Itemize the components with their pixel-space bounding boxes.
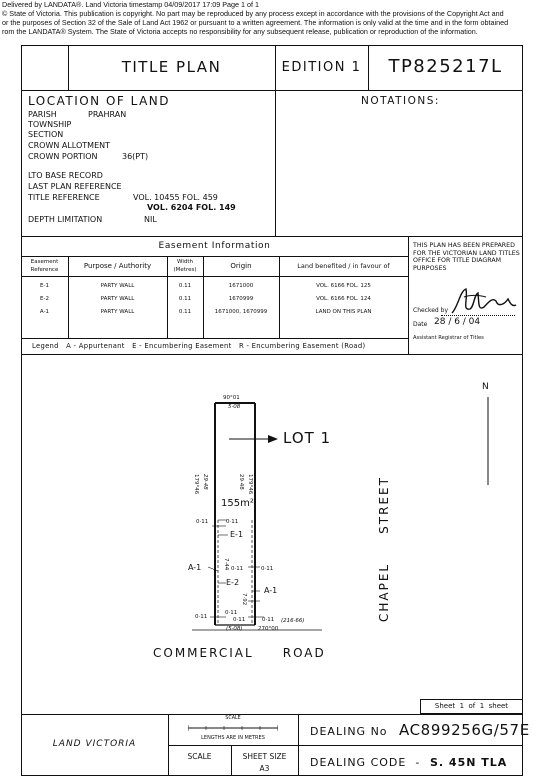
top-distance: 5·08	[228, 404, 241, 410]
lot-label: LOT 1	[283, 429, 332, 447]
right-length: 29·48	[238, 474, 244, 490]
notations-heading: NOTATIONS:	[361, 95, 440, 107]
row-3-benefit: LAND ON THIS PLAN	[315, 309, 372, 315]
certification-text: THIS PLAN HAS BEEN PREPARED FOR THE VICTORIAN LAND TITLES OFFICE FOR TITLE DIAGRAM PURPOSES	[413, 242, 520, 272]
right-bearing: 179°46	[247, 474, 253, 495]
crown-portion-label: CROWN PORTION	[28, 152, 98, 161]
width-011-c: 0·11	[231, 566, 244, 572]
title-reference-1: VOL. 10455 FOL. 459	[133, 193, 218, 202]
land-victoria: LAND VICTORIA	[52, 739, 137, 749]
copyright-line-2: or the purposes of Section 32 of the Sale of Land Act 1962 or pursuant to a written agreement. The information is only valid at the time and in the form obtained	[2, 18, 509, 27]
left-bearing: 179°46	[193, 474, 199, 495]
left-length: 29·48	[202, 474, 208, 490]
plan-title: TITLE PLAN	[121, 58, 222, 76]
row-1-origin: 1671000	[228, 283, 254, 289]
top-bearing: 90°01	[223, 395, 240, 401]
scale-title: SCALE	[225, 716, 241, 721]
row-3-origin: 1671000, 1670999	[214, 309, 268, 315]
easement-a1-right: A-1	[264, 586, 278, 595]
depth-limitation-label: DEPTH LIMITATION	[28, 215, 103, 224]
row-3-ref: A-1	[39, 309, 50, 315]
plan-diagram	[22, 355, 522, 695]
row-3-width: 0.11	[178, 309, 192, 315]
dealing-code-value: S. 45N TLA	[430, 756, 508, 769]
easement-a1-left: A-1	[188, 563, 202, 572]
easement-heading: Easement Information	[158, 241, 271, 251]
dealing-no-label: DEALING No	[310, 725, 388, 738]
sheet-size-label: SHEET SIZE	[242, 752, 287, 761]
scale-label: SCALE	[187, 752, 212, 761]
date-label: Date	[413, 321, 428, 328]
row-1-width: 0.11	[178, 283, 192, 289]
copyright-line-3: rom the LANDATA® System. The State of Victoria accepts no responsibility for any subsequent release, publication or reproduction of the information.	[2, 27, 478, 36]
row-1-benefit: VOL. 6166 FOL. 125	[316, 283, 371, 289]
width-011-e: 0·11	[225, 610, 238, 616]
dealing-no-value: AC899256G/57E	[399, 721, 530, 739]
row-2-origin: 1670999	[228, 296, 254, 302]
date-value: 28 / 6 / 04	[434, 317, 481, 327]
col-width: Width (Metres)	[173, 259, 197, 273]
plan-number: TP825217L	[388, 56, 503, 77]
road-name: COMMERCIAL ROAD	[153, 646, 326, 660]
width-011-g: 0·11	[233, 617, 246, 623]
north-label: N	[482, 382, 489, 392]
low-length: 7·92	[241, 593, 247, 606]
row-2-width: 0.11	[178, 296, 192, 302]
col-easement-reference: Easement Reference	[30, 259, 59, 273]
col-purpose: Purpose / Authority	[83, 262, 152, 270]
last-plan-label: LAST PLAN REFERENCE	[28, 182, 122, 191]
township-label: TOWNSHIP	[28, 120, 72, 129]
width-011-a: 0·11	[196, 519, 209, 525]
bottom-distance: (5·08)	[226, 626, 243, 632]
street-name: CHAPEL STREET	[377, 476, 391, 622]
crown-portion-value: 36(PT)	[122, 152, 149, 161]
section-label: SECTION	[28, 130, 64, 139]
assistant-registrar: Assistant Registrar of Titles	[413, 335, 484, 341]
width-011-d: 0·11	[261, 566, 274, 572]
row-2-ref: E-2	[40, 296, 49, 302]
easement-legend: Legend A - Appurtenant E - Encumbering Easement R - Encumbering Easement (Road)	[32, 342, 366, 350]
sheet-size-value: A3	[259, 764, 270, 773]
dealing-code-label: DEALING CODE -	[310, 756, 421, 769]
lto-base-label: LTO BASE RECORD	[28, 171, 103, 180]
sheet-count: Sheet 1 of 1 sheet	[434, 702, 509, 710]
checked-by-label: Checked by	[413, 307, 449, 314]
row-1-ref: E-1	[40, 283, 49, 289]
parish-label: PARISH	[28, 110, 57, 119]
width-011-h: 0·11	[262, 617, 275, 623]
easement-e1-label: E-1	[230, 530, 244, 539]
mid-length: 7·44	[223, 558, 229, 571]
depth-limitation-value: NIL	[144, 215, 157, 224]
location-heading: LOCATION OF LAND	[28, 94, 171, 108]
road-distance: (216·66)	[281, 618, 305, 624]
delivery-line: Delivered by LANDATA®. Land Victoria timestamp 04/09/2017 17:09 Page 1 of 1	[2, 0, 260, 9]
width-011-b: 0·11	[226, 519, 239, 525]
title-reference-label: TITLE REFERENCE	[28, 193, 100, 202]
col-origin: Origin	[230, 262, 252, 270]
title-reference-2: VOL. 6204 FOL. 149	[147, 203, 236, 212]
parish-value: PRAHRAN	[88, 110, 127, 119]
signature-image	[448, 285, 520, 319]
col-land-benefited: Land benefited / in favour of	[297, 262, 390, 270]
lot-area: 155m²	[221, 498, 254, 509]
scale-bar	[188, 723, 278, 733]
lengths-note: LENGTHS ARE IN METRES	[201, 735, 265, 741]
easement-e2-label: E-2	[226, 578, 240, 587]
bottom-bearing: 270°00	[258, 626, 279, 632]
row-1-purpose: PARTY WALL	[100, 283, 135, 289]
crown-allotment-label: CROWN ALLOTMENT	[28, 141, 110, 150]
copyright-line-1: © State of Victoria. This publication is copyright. No part may be reproduced by any process except in accordance with the provisions of the Copyright Act and	[2, 9, 504, 18]
row-3-purpose: PARTY WALL	[100, 309, 135, 315]
width-011-f: 0·11	[195, 614, 208, 620]
row-2-purpose: PARTY WALL	[100, 296, 135, 302]
edition: EDITION 1	[281, 60, 362, 75]
row-2-benefit: VOL. 6166 FOL. 124	[316, 296, 371, 302]
